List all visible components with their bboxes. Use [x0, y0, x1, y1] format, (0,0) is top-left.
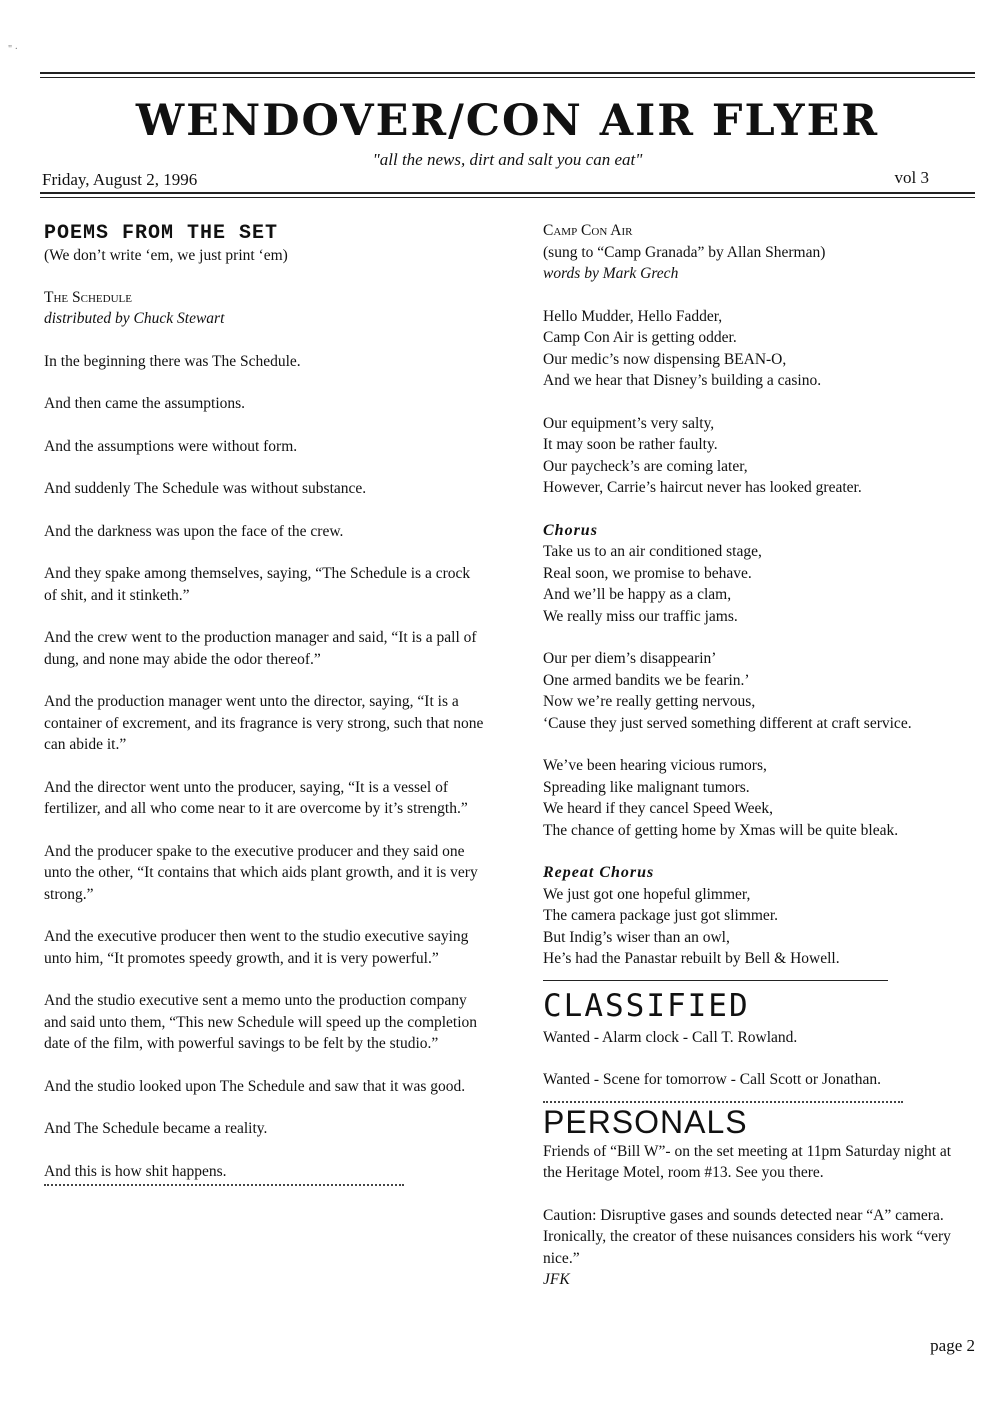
poem-title: The Schedule — [44, 288, 132, 306]
personals-heading: PERSONALS — [543, 1103, 748, 1140]
poem-paragraph: And the studio executive sent a memo unto the production company and said unto them, “This new Schedule will speed up the completion date of the film, with powerful savings to be felt by the studio.” — [44, 992, 478, 1052]
song-line: But Indig’s wiser than an owl, — [543, 928, 730, 946]
masthead-title: WENDOVER/CON AIR FLYER — [135, 96, 880, 146]
poem-paragraph: And the producer spake to the executive producer and they said one unto the other, “It contains that which aids plant growth, and it is very strong.” — [44, 842, 478, 903]
left-column — [44, 222, 484, 1186]
song-line: The camera package just got slimmer. — [543, 907, 778, 924]
header-rule-thin — [40, 197, 975, 198]
song-verse — [543, 755, 973, 841]
song-divider — [543, 980, 888, 981]
song-title: Camp Con Air — [543, 222, 633, 239]
classified-heading: CLASSIFIED — [543, 987, 750, 1024]
song-line: Our medic’s now dispensing BEAN-O, — [543, 350, 787, 368]
song-verse — [543, 884, 973, 970]
song-line: Now we’re really getting nervous, — [543, 693, 756, 710]
poem-paragraph: And this is how shit happens. — [44, 1162, 227, 1180]
song-line: And we hear that Disney’s building a casino. — [543, 372, 822, 389]
poem-paragraph: And The Schedule became a reality. — [44, 1120, 268, 1137]
song-line: Hello Mudder, Hello Fadder, — [543, 307, 723, 325]
poem-paragraph: And the crew went to the production manager and said, “It is a pall of dung, and none may abide the odor thereof.” — [44, 629, 477, 668]
song-line: Our paycheck’s are coming later, — [543, 457, 748, 475]
poem-paragraph: And then came the assumptions. — [44, 395, 246, 412]
poem-paragraph: In the beginning there was The Schedule. — [44, 352, 301, 370]
song-line: One armed bandits we be fearin.’ — [543, 671, 750, 689]
song-verse — [543, 306, 973, 392]
issue-date: Friday, August 2, 1996 — [42, 170, 198, 189]
song-verse — [543, 413, 973, 499]
song-byline: words by Mark Grech — [543, 265, 679, 282]
song-line: Spreading like malignant tumors. — [543, 778, 750, 796]
dotted-divider — [44, 1184, 404, 1186]
song-line: He’s had the Panastar rebuilt by Bell & Howell. — [543, 950, 840, 967]
scan-mark: " · — [8, 44, 18, 55]
top-rule-thin — [40, 77, 975, 78]
top-rule — [40, 72, 975, 74]
personals-signature: JFK — [543, 1271, 570, 1288]
song-verse — [543, 648, 973, 734]
poem-paragraph: And they spake among themselves, saying, “The Schedule is a crock of shit, and it stinketh.” — [44, 565, 471, 604]
poem-byline: distributed by Chuck Stewart — [44, 310, 225, 327]
song-line: We heard if they cancel Speed Week, — [543, 800, 774, 817]
classified-item: Wanted - Alarm clock - Call T. Rowland. — [543, 1028, 798, 1046]
song-sung-to: (sung to “Camp Granada” by Allan Sherman) — [543, 243, 826, 261]
poem-paragraph: And the director went unto the producer, saying, “It is a vessel of fertilizer, and all who come near to it are overcome by it’s strength.” — [44, 778, 468, 817]
page-number: page 2 — [930, 1336, 975, 1355]
poem-paragraph: And the production manager went unto the director, saying, “It is a container of excrement, and its fragrance is very strong, such that none can abide it.” — [44, 693, 484, 753]
poem-paragraph: And the assumptions were without form. — [44, 437, 298, 455]
song-line: Real soon, we promise to behave. — [543, 564, 752, 582]
song-line: Our per diem’s disappearin’ — [543, 650, 717, 667]
tagline: "all the news, dirt and salt you can eat" — [372, 150, 643, 169]
volume-label: vol 3 — [894, 168, 929, 187]
song-line: And we’ll be happy as a clam, — [543, 586, 732, 603]
song-line: We’ve been hearing vicious rumors, — [543, 757, 767, 774]
personals-item: Friends of “Bill W”- on the set meeting at 11pm Saturday night at the Heritage Motel, room #13. See you there. — [543, 1142, 952, 1181]
chorus-label: Chorus — [543, 521, 598, 539]
song-line: Take us to an air conditioned stage, — [543, 543, 762, 560]
poems-heading: POEMS FROM THE SET — [44, 222, 279, 245]
song-line: It may soon be rather faulty. — [543, 436, 718, 453]
repeat-chorus-label: Repeat Chorus — [543, 864, 655, 881]
song-line: ‘Cause they just served something different at craft service. — [543, 714, 912, 732]
song-line: The chance of getting home by Xmas will be quite bleak. — [543, 821, 899, 839]
header-rule — [40, 192, 975, 194]
song-line: Camp Con Air is getting odder. — [543, 329, 737, 346]
poems-subheading: (We don’t write ‘em, we just print ‘em) — [44, 247, 288, 264]
song-line: We just got one hopeful glimmer, — [543, 885, 751, 903]
song-line: We really miss our traffic jams. — [543, 607, 738, 625]
song-line: Our equipment’s very salty, — [543, 414, 715, 432]
personals-item: Caution: Disruptive gases and sounds detected near “A” camera. Ironically, the creator of these nuisances considers his work “very nice.” — [543, 1206, 951, 1267]
classified-item: Wanted - Scene for tomorrow - Call Scott or Jonathan. — [543, 1071, 881, 1088]
song-chorus — [543, 541, 973, 627]
dotted-divider — [543, 1101, 903, 1103]
poem-paragraph: And the darkness was upon the face of the crew. — [44, 522, 344, 540]
poem-paragraph: And suddenly The Schedule was without substance. — [44, 480, 367, 497]
song-line: However, Carrie’s haircut never has looked greater. — [543, 479, 862, 496]
poem-paragraph: And the executive producer then went to the studio executive saying unto him, “It promotes speedy growth, and it is very powerful.” — [44, 928, 469, 967]
poem-paragraph: And the studio looked upon The Schedule and saw that it was good. — [44, 1077, 466, 1095]
right-column — [543, 220, 973, 1291]
